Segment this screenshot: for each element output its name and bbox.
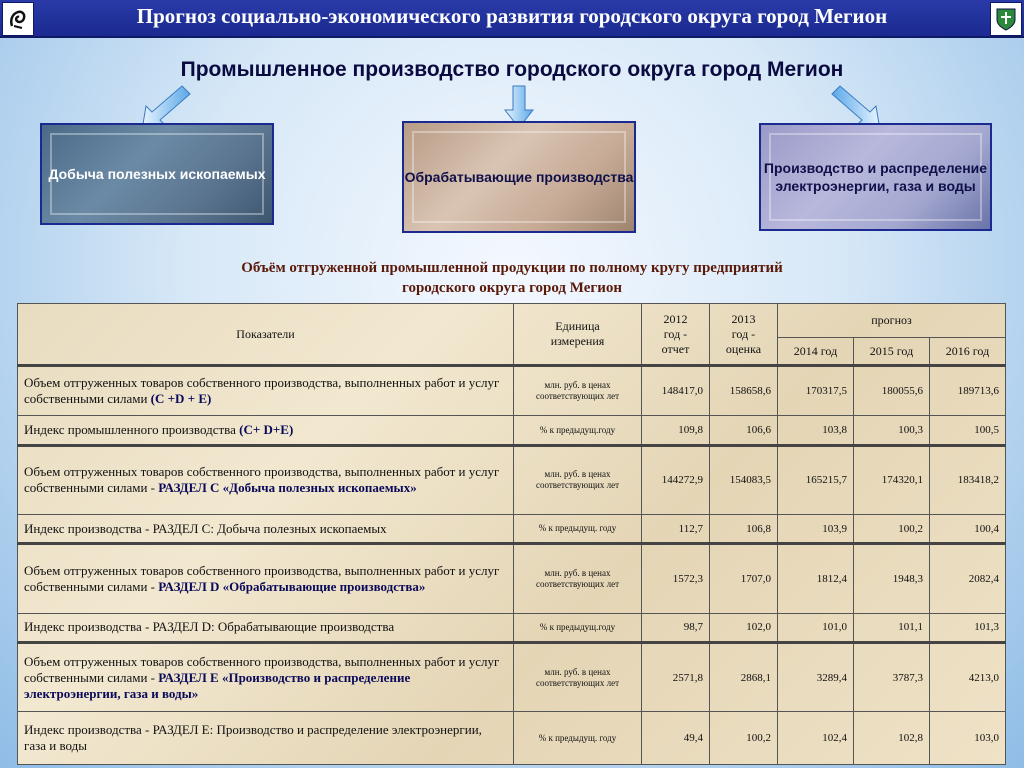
header-forecast: прогноз	[778, 304, 1006, 338]
cell-2012: 148417,0	[642, 366, 710, 416]
table-title-line2: городского округа город Мегион	[402, 280, 622, 296]
cell-2013: 100,2	[710, 712, 778, 765]
table-row	[18, 712, 1006, 765]
bird-emblem-icon	[2, 2, 34, 36]
row-name	[18, 515, 514, 544]
cell-2013: 106,6	[710, 416, 778, 445]
row-name-text: Объем отгруженных товаров собственного производства, выполненных работ и услуг собственными силами -	[24, 464, 500, 496]
cell-2012: 2571,8	[642, 643, 710, 712]
section-manufacturing-label: Обрабатывающие производства	[404, 169, 634, 185]
cell-2015: 174320,1	[854, 445, 930, 514]
cell-2016: 100,4	[930, 515, 1006, 544]
row-name-bold: РАЗДЕЛ С «Добыча полезных ископаемых»	[158, 480, 417, 496]
row-unit: % к предыдущ. году	[514, 515, 642, 544]
row-name	[18, 416, 514, 445]
row-name	[18, 613, 514, 642]
row-name	[18, 643, 514, 712]
row-unit: млн. руб. в ценах соответствующих лет	[514, 445, 642, 514]
cell-2015: 101,1	[854, 613, 930, 642]
row-unit: млн. руб. в ценах соответствующих лет	[514, 366, 642, 416]
table-row	[18, 544, 1006, 613]
row-name-bold: (С+ D+Е)	[239, 422, 294, 438]
row-name-text: Объем отгруженных товаров собственного производства, выполненных работ и услуг собственными силами -	[24, 653, 500, 685]
coat-of-arms-icon	[990, 2, 1022, 36]
row-name	[18, 712, 514, 765]
header-2012-line3: отчет	[661, 341, 690, 356]
row-name-text: Индекс промышленного производства	[24, 422, 240, 438]
cell-2015: 100,2	[854, 515, 930, 544]
cell-2014: 103,8	[778, 416, 854, 445]
table-header-row	[18, 304, 1006, 338]
row-name-bold: РАЗДЕЛ Е «Производство и распределение электроэнергии, газа и воды»	[24, 669, 411, 701]
header-2014: 2014 год	[778, 338, 854, 366]
section-manufacturing	[402, 121, 636, 233]
row-name	[18, 366, 514, 416]
cell-2014: 165215,7	[778, 445, 854, 514]
cell-2016: 183418,2	[930, 445, 1006, 514]
section-mining	[40, 123, 274, 225]
cell-2012: 49,4	[642, 712, 710, 765]
cell-2016: 100,5	[930, 416, 1006, 445]
row-unit: % к предыдущ.году	[514, 416, 642, 445]
cell-2015: 180055,6	[854, 366, 930, 416]
section-utilities-label: Производство и распределение электроэнергии, газа и воды	[763, 160, 988, 194]
header-unit-line1: Единица	[555, 319, 600, 333]
cell-2014: 102,4	[778, 712, 854, 765]
header-unit	[514, 304, 642, 366]
cell-2016: 189713,6	[930, 366, 1006, 416]
main-heading: Промышленное производство городского округа город Мегион	[180, 58, 844, 81]
cell-2016: 2082,4	[930, 544, 1006, 613]
header-unit-line2: измерения	[550, 334, 605, 348]
table-row	[18, 366, 1006, 416]
cell-2015: 102,8	[854, 712, 930, 765]
cell-2012: 98,7	[642, 613, 710, 642]
cell-2014: 1812,4	[778, 544, 854, 613]
row-name-text: Объем отгруженных товаров собственного производства, выполненных работ и услуг собственными силами -	[24, 563, 500, 595]
row-unit: % к предыдущ.году	[514, 613, 642, 642]
cell-2013: 102,0	[710, 613, 778, 642]
row-name-text: Индекс производства - РАЗДЕЛ С: Добыча полезных ископаемых	[24, 520, 387, 536]
cell-2012: 1572,3	[642, 544, 710, 613]
row-name-bold: РАЗДЕЛ D «Обрабатывающие производства»	[158, 579, 426, 595]
row-unit: млн. руб. в ценах соответствующих лет	[514, 643, 642, 712]
cell-2016: 101,3	[930, 613, 1006, 642]
row-unit: % к предыдущ. году	[514, 712, 642, 765]
header-2013-line3: оценка	[725, 341, 762, 356]
top-title-bar	[0, 0, 1024, 38]
table-row	[18, 445, 1006, 514]
row-name-text: Индекс производства - РАЗДЕЛ D: Обрабатывающие производства	[24, 619, 395, 635]
header-2013-line2: год -	[731, 326, 756, 341]
cell-2012: 112,7	[642, 515, 710, 544]
cell-2013: 1707,0	[710, 544, 778, 613]
row-name-text: Объем отгруженных товаров собственного производства, выполненных работ и услуг собственными силами	[24, 375, 500, 407]
header-2012	[642, 304, 710, 366]
cell-2013: 154083,5	[710, 445, 778, 514]
cell-2013: 106,8	[710, 515, 778, 544]
header-indicator: Показатели	[18, 304, 514, 366]
row-name	[18, 544, 514, 613]
header-2012-line1: 2012	[663, 311, 688, 326]
header-2013	[710, 304, 778, 366]
cell-2014: 170317,5	[778, 366, 854, 416]
cell-2012: 109,8	[642, 416, 710, 445]
table-title-line1: Объём отгруженной промышленной продукции по полному кругу предприятий	[241, 260, 783, 276]
row-name-bold: (С +D + Е)	[150, 391, 212, 407]
row-name-text: Индекс производства - РАЗДЕЛ Е: Производство и распределение электроэнергии, газа и воды	[24, 722, 482, 754]
row-unit: млн. руб. в ценах соответствующих лет	[514, 544, 642, 613]
table-title	[0, 258, 1024, 298]
cell-2013: 158658,6	[710, 366, 778, 416]
table-row	[18, 416, 1006, 445]
cell-2014: 103,9	[778, 515, 854, 544]
cell-2012: 144272,9	[642, 445, 710, 514]
page-header-title: Прогноз социально-экономического развития городского округа город Мегион	[136, 4, 888, 28]
header-2012-line2: год -	[663, 326, 688, 341]
header-2013-line1: 2013	[731, 311, 756, 326]
cell-2014: 3289,4	[778, 643, 854, 712]
cell-2015: 1948,3	[854, 544, 930, 613]
header-2016: 2016 год	[930, 338, 1006, 366]
cell-2014: 101,0	[778, 613, 854, 642]
cell-2016: 103,0	[930, 712, 1006, 765]
table-row	[18, 613, 1006, 642]
table-row	[18, 515, 1006, 544]
cell-2015: 3787,3	[854, 643, 930, 712]
section-utilities	[759, 123, 992, 231]
industrial-output-table	[17, 303, 1006, 765]
cell-2016: 4213,0	[930, 643, 1006, 712]
cell-2013: 2868,1	[710, 643, 778, 712]
cell-2015: 100,3	[854, 416, 930, 445]
table-row	[18, 643, 1006, 712]
row-name	[18, 445, 514, 514]
header-2015: 2015 год	[854, 338, 930, 366]
section-mining-label: Добыча полезных ископаемых	[48, 166, 266, 182]
